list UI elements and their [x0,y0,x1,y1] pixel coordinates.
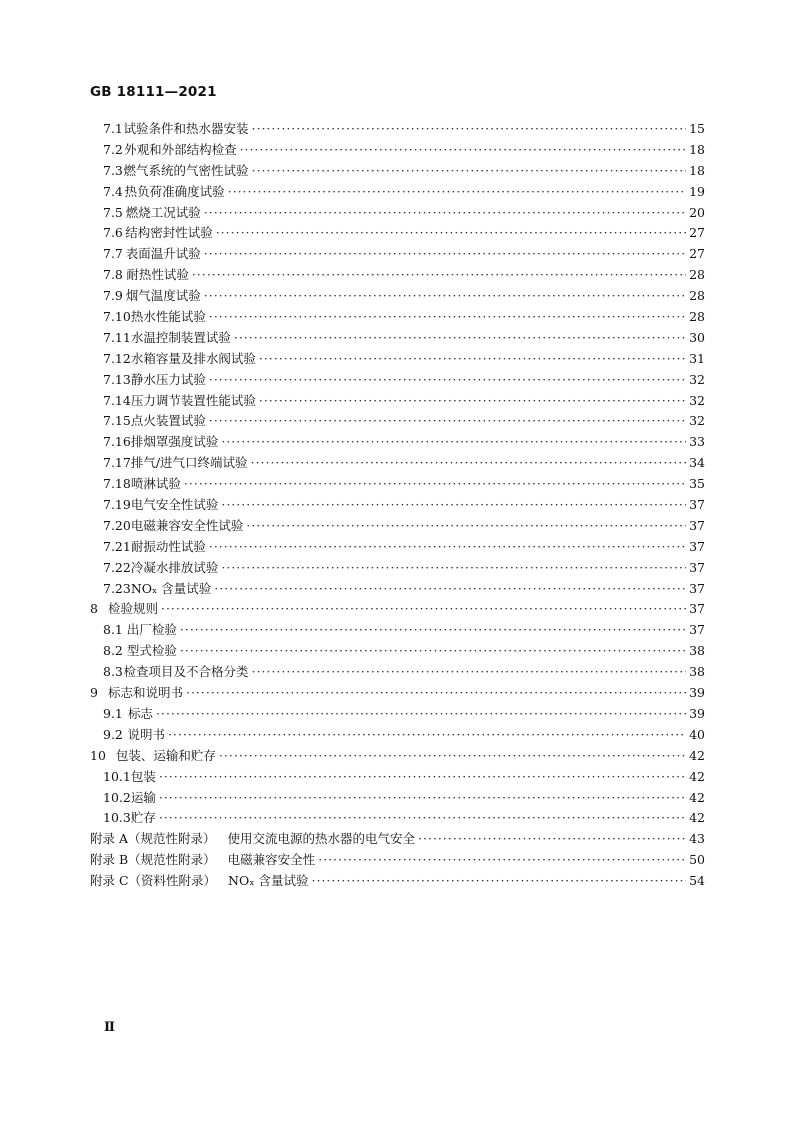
toc-entry-number: 7.9 [103,288,123,304]
toc-entry-page: 28 [689,267,705,283]
toc-entry-number: 7.18 [103,476,131,492]
toc-entry-page: 31 [689,350,705,366]
toc-entry-number: 7.1 [103,121,123,136]
toc-leader-dots [186,685,686,700]
toc-entry-number: 7.5 [103,204,123,220]
toc-entry-number: 附录 A（规范性附录） [90,831,216,847]
toc-entry-page: 39 [689,705,705,721]
toc-entry-page: 37 [689,580,705,596]
toc-leader-dots [318,852,686,867]
toc-entry-number: 7.20 [103,517,131,533]
toc-entry-title: 烟气温度试验 [125,288,201,304]
toc-entry-page: 38 [689,643,705,659]
toc-entry-number: 附录 C（资料性附录） [90,873,217,889]
toc-entry[interactable] [90,725,705,746]
toc-entry-page: 42 [689,747,705,763]
toc-entry[interactable] [90,203,705,224]
toc-entry-number: 8 [90,601,98,617]
toc-entry-page: 38 [689,664,705,680]
toc-entry[interactable] [90,474,705,495]
toc-entry-page: 28 [689,309,705,325]
toc-entry[interactable] [90,495,705,516]
toc-entry-title: 电磁兼容安全性试验 [130,517,244,533]
toc-entry-title: 表面温升试验 [125,246,201,262]
toc-entry-title: 运输 [130,789,156,805]
toc-entry-number: 7.2 [103,141,123,157]
toc-entry[interactable] [90,140,705,161]
toc-entry[interactable] [90,223,705,244]
toc-entry-title: 电气安全性试验 [130,497,219,513]
toc-leader-dots [221,560,686,575]
toc-leader-dots [180,643,686,658]
toc-entry-title: 燃烧工况试验 [125,204,201,220]
toc-entry-number: 10.1 [103,768,131,784]
toc-entry-title: 热负荷准确度试验 [124,183,225,199]
toc-entry[interactable] [90,307,705,328]
toc-entry-page: 15 [689,121,705,136]
toc-entry-number: 7.3 [103,162,123,178]
toc-entry-number: 7.4 [103,183,123,199]
toc-entry-title: 压力调节装置性能试验 [130,392,256,408]
toc-entry-page: 35 [689,476,705,492]
toc-entry-title: 点火装置试验 [130,413,206,429]
toc-entry-page: 42 [689,789,705,805]
toc-entry-title: 检验规则 [107,601,158,617]
toc-entry-title: 贮存 [130,810,156,826]
toc-entry-title: 说明书 [127,726,165,742]
toc-entry-number: 9.2 [103,726,123,742]
toc-entry[interactable] [90,871,705,892]
toc-entry-title: 耐振动性试验 [130,538,206,554]
toc-entry[interactable] [90,244,705,265]
toc-leader-dots [159,769,686,784]
toc-entry[interactable] [90,432,705,453]
toc-entry-number: 7.13 [103,371,131,387]
toc-entry[interactable] [90,286,705,307]
toc-entry-number: 8.3 [103,664,123,680]
toc-leader-dots [259,351,686,366]
toc-entry-title: 热水性能试验 [130,309,206,325]
toc-entry[interactable] [90,411,705,432]
toc-entry-number: 8.1 [103,622,123,638]
toc-leader-dots [418,831,686,846]
toc-leader-dots [219,748,686,763]
toc-entry-title: 水温控制装置试验 [130,329,231,345]
toc-entry-page: 42 [689,810,705,826]
toc-entry[interactable] [90,662,705,683]
toc-entry-title: 静水压力试验 [130,371,206,387]
toc-entry-number: 9.1 [103,705,123,721]
toc-entry[interactable] [90,767,705,788]
toc-entry-number: 7.19 [103,497,131,513]
toc-leader-dots [209,539,686,554]
toc-leader-dots [180,622,686,637]
toc-entry-title: NOₓ 含量试验 [228,873,309,889]
toc-entry[interactable] [90,579,705,600]
toc-entry[interactable] [90,788,705,809]
toc-entry-page: 54 [689,873,705,889]
toc-leader-dots [221,497,686,512]
toc-entry-title: 包装、运输和贮存 [115,747,216,763]
toc-leader-dots [246,518,686,533]
toc-entry-title: 标志和说明书 [107,685,183,701]
toc-entry-page: 28 [689,288,705,304]
toc-entry-page: 37 [689,497,705,513]
toc-leader-dots [192,267,686,282]
toc-entry-title: NOₓ 含量试验 [130,580,212,596]
toc-entry[interactable] [90,808,705,829]
toc-entry-title: 型式检验 [126,643,177,659]
toc-entry-page: 42 [689,768,705,784]
toc-entry-page: 30 [689,329,705,345]
toc-entry-title: 使用交流电源的热水器的电气安全 [227,831,416,847]
toc-entry[interactable] [90,391,705,412]
toc-entry-title: 耐热性试验 [126,267,189,283]
toc-entry-page: 39 [689,685,705,701]
toc-entry-number: 7.17 [103,455,131,471]
toc-entry-page: 32 [689,413,705,429]
toc-leader-dots [252,121,687,136]
toc-leader-dots [209,309,686,324]
toc-leader-dots [216,225,686,240]
toc-entry[interactable] [90,746,705,767]
toc-entry-page: 32 [689,371,705,387]
toc-entry-page: 18 [689,162,705,178]
toc-entry-number: 7.12 [103,350,131,366]
toc-entry[interactable] [90,850,705,871]
toc-leader-dots [209,413,686,428]
toc-entry-number: 7.6 [103,225,123,241]
toc-entry-number: 7.8 [103,267,123,283]
toc-entry-number: 附录 B（规范性附录） [90,852,216,868]
toc-entry-page: 32 [689,392,705,408]
toc-entry-page: 37 [689,517,705,533]
toc-entry-number: 7.14 [103,392,131,408]
toc-leader-dots [159,810,686,825]
toc-entry-number: 7.22 [103,559,131,575]
toc-entry-title: 结构密封性试验 [125,225,213,241]
toc-leader-dots [161,601,686,616]
toc-entry[interactable] [90,265,705,286]
toc-entry-number: 10 [90,747,106,763]
toc-leader-dots [234,330,686,345]
toc-leader-dots [252,163,687,178]
toc-entry[interactable] [90,537,705,558]
toc-leader-dots [259,393,686,408]
toc-entry[interactable] [90,370,705,391]
toc-entry-title: 水箱容量及排水阀试验 [130,350,256,366]
toc-entry[interactable] [90,516,705,537]
toc-entry-title: 包装 [130,768,156,784]
toc-entry[interactable] [90,182,705,203]
toc-entry-page: 37 [689,559,705,575]
toc-leader-dots [252,664,687,679]
toc-entry-page: 37 [689,622,705,638]
toc-entry-page: 19 [689,183,705,199]
toc-entry[interactable] [90,829,705,850]
toc-entry-title: 电磁兼容安全性 [227,852,316,868]
toc-entry-page: 20 [689,204,705,220]
toc-entry-number: 7.16 [103,434,131,450]
toc-entry-title: 冷凝水排放试验 [130,559,219,575]
toc-leader-dots [240,142,687,157]
toc-entry[interactable] [90,641,705,662]
toc-leader-dots [228,184,686,199]
toc-entry-number: 7.21 [103,538,131,554]
toc-entry-number: 7.23 [103,580,131,596]
toc-entry-number: 9 [90,685,98,701]
toc-leader-dots [221,434,686,449]
toc-entry[interactable] [90,119,705,140]
toc-leader-dots [204,288,686,303]
toc-entry[interactable] [90,453,705,474]
toc-entry[interactable] [90,349,705,370]
toc-entry[interactable] [90,328,705,349]
toc-leader-dots [159,790,686,805]
toc-entry[interactable] [90,704,705,725]
toc-entry-title: 喷淋试验 [130,476,181,492]
toc-entry[interactable] [90,161,705,182]
toc-leader-dots [251,455,687,470]
toc-entry-page: 33 [689,434,705,450]
toc-entry-page: 37 [689,538,705,554]
toc-entry-page: 27 [689,225,705,241]
toc-leader-dots [184,476,686,491]
page-number: Ⅱ [104,1020,115,1035]
toc-entry-title: 燃气系统的气密性试验 [123,162,249,178]
toc-leader-dots [204,205,686,220]
toc-leader-dots [204,246,686,261]
toc-entry[interactable] [90,620,705,641]
table-of-contents [90,119,705,892]
toc-leader-dots [168,727,686,742]
toc-entry-page: 18 [689,141,705,157]
toc-leader-dots [156,706,686,721]
toc-entry-number: 7.11 [103,329,131,345]
toc-entry-title: 试验条件和热水器安装 [123,121,249,136]
document-number: GB 18111—2021 [90,84,217,100]
toc-entry-title: 出厂检验 [126,622,177,638]
toc-entry-page: 43 [689,831,705,847]
toc-entry-title: 检查项目及不合格分类 [123,664,249,680]
toc-entry[interactable] [90,558,705,579]
toc-entry-number: 10.3 [103,810,131,826]
toc-entry-title: 排气/进气口终端试验 [130,455,248,471]
toc-entry-number: 10.2 [103,789,131,805]
toc-entry-number: 8.2 [103,643,123,659]
toc-entry-page: 34 [689,455,705,471]
toc-entry-title: 排烟罩强度试验 [130,434,219,450]
toc-entry-title: 外观和外部结构检查 [124,141,237,157]
toc-entry-number: 7.10 [103,309,131,325]
toc-entry[interactable] [90,683,705,704]
toc-leader-dots [209,372,686,387]
toc-entry-number: 7.7 [103,246,123,262]
toc-entry[interactable] [90,599,705,620]
toc-entry-page: 40 [689,726,705,742]
toc-entry-title: 标志 [128,705,154,721]
toc-leader-dots [312,873,687,888]
toc-leader-dots [214,581,686,596]
toc-entry-page: 50 [689,852,705,868]
toc-entry-page: 27 [689,246,705,262]
toc-entry-page: 37 [689,601,705,617]
toc-entry-number: 7.15 [103,413,131,429]
